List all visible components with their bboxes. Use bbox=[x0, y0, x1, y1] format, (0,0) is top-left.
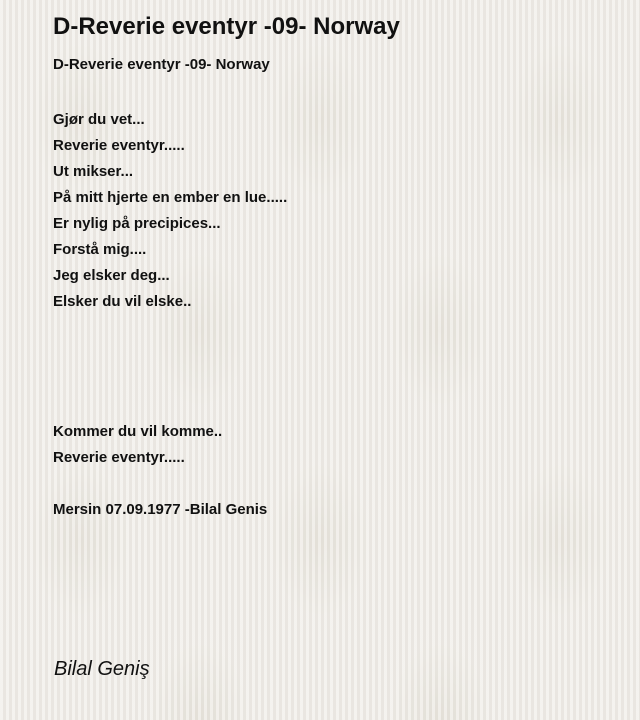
poem-line: Er nylig på precipices... bbox=[53, 215, 221, 232]
poem-subtitle: D-Reverie eventyr -09- Norway bbox=[53, 56, 270, 73]
poem-line: Ut mikser... bbox=[53, 163, 134, 180]
poem-blank-line bbox=[53, 471, 620, 497]
poem-blank-line bbox=[53, 367, 620, 393]
poem-line: Gjør du vet... bbox=[53, 111, 145, 128]
poem-line: På mitt hjerte en ember en lue..... bbox=[53, 189, 288, 206]
poem-title: D-Reverie eventyr -09- Norway bbox=[53, 13, 400, 40]
poem-blank-line bbox=[53, 341, 620, 367]
poem-container bbox=[53, 12, 620, 523]
poem-line: Kommer du vil komme.. bbox=[53, 423, 223, 440]
poem-line: Mersin 07.09.1977 -Bilal Genis bbox=[53, 501, 268, 518]
poem-line: Reverie eventyr..... bbox=[53, 137, 185, 154]
poem-line: Jeg elsker deg... bbox=[53, 267, 170, 284]
poem-line: Reverie eventyr..... bbox=[53, 449, 185, 466]
poem-blank-line bbox=[53, 315, 620, 341]
poem-line: Forstå mig.... bbox=[53, 241, 147, 258]
poem-line: Elsker du vil elske.. bbox=[53, 293, 192, 310]
author-signature: Bilal Geniş bbox=[54, 658, 150, 680]
poem-blank-line bbox=[53, 393, 620, 419]
poem-body bbox=[53, 107, 620, 523]
